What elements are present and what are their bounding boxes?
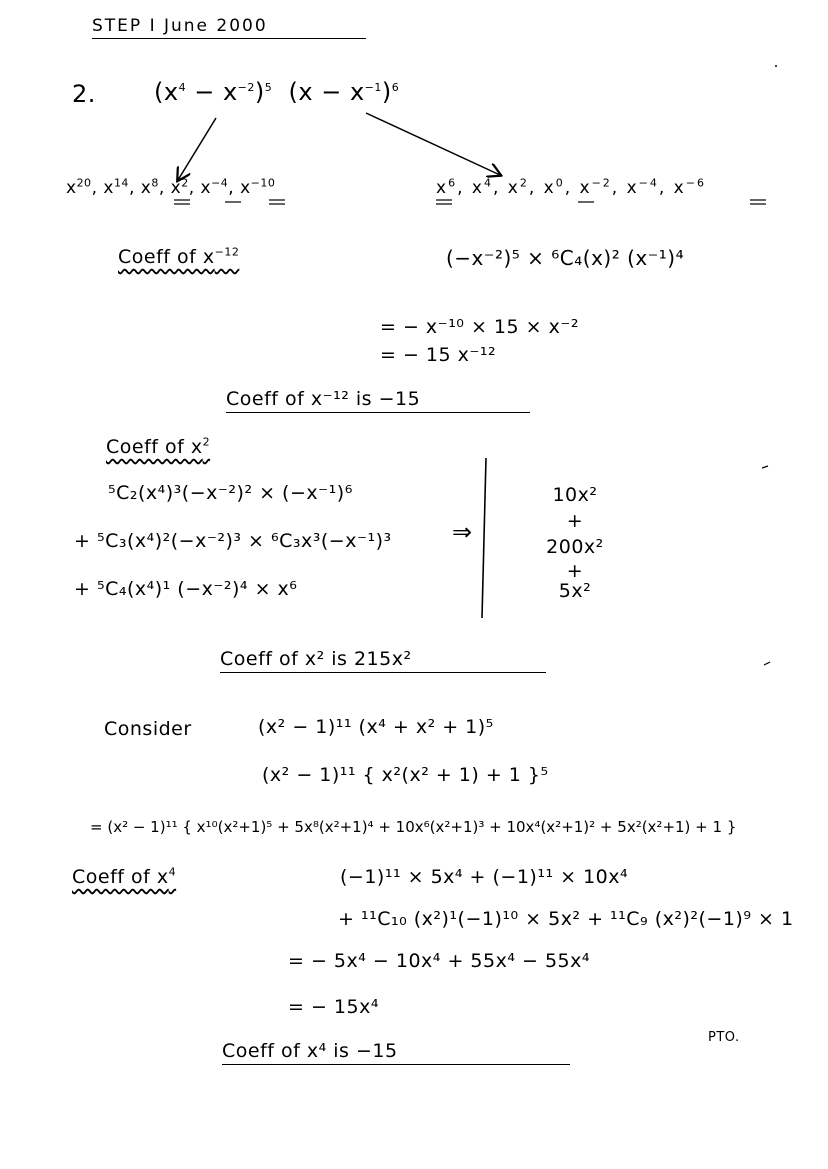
rhs-plus-1: + xyxy=(566,510,584,532)
rhs-5x2: 5x² xyxy=(558,580,592,602)
page-header: STEP I June 2000 xyxy=(92,16,366,39)
x4-work-3: = − 5x⁴ − 10x⁴ + 55x⁴ − 55x⁴ xyxy=(288,950,590,972)
result-x4: Coeff of x⁴ is −15 xyxy=(222,1040,570,1065)
result-x-minus-12: Coeff of x⁻¹² is −15 xyxy=(226,388,530,413)
x2-line3: + ⁵C₄(x⁴)¹ (−x⁻²)⁴ × x⁶ xyxy=(74,578,298,600)
result-x2: Coeff of x² is 215x² xyxy=(220,648,546,673)
question-number: 2. xyxy=(72,80,96,108)
rhs-plus-2: + xyxy=(566,560,584,582)
work-1-line2: = − x⁻¹⁰ × 15 × x⁻² xyxy=(380,316,579,338)
implies-arrow: ⇒ xyxy=(452,518,473,546)
consider-expr-3: = (x² − 1)¹¹ { x¹⁰(x²+1)⁵ + 5x⁸(x²+1)⁴ + 10x⁶(x²+1)³ + 10x⁴(x²+1)² + 5x²(x²+1) + 1 } xyxy=(90,818,737,836)
coeff-label-x4: Coeff of $x^4$ xyxy=(72,865,177,888)
consider-expr-1: (x² − 1)¹¹ (x⁴ + x² + 1)⁵ xyxy=(258,716,494,738)
x2-line2: + ⁵C₃(x⁴)²(−x⁻²)³ × ⁶C₃x³(−x⁻¹)³ xyxy=(74,530,392,552)
x4-work-4: = − 15x⁴ xyxy=(288,996,379,1018)
consider-label: Consider xyxy=(104,718,192,740)
vertical-divider xyxy=(482,458,486,618)
x4-work-2: + ¹¹C₁₀ (x²)¹(−1)¹⁰ × 5x² + ¹¹C₉ (x²)²(−1)⁹ × 1 xyxy=(338,908,794,930)
powers-list-left: $x^{20}$, $x^{14}$, $x^8$, $x^2$, $x^{-4}$, $x^{-10}$ xyxy=(66,176,276,198)
coeff-label-x2: Coeff of $x^2$ xyxy=(106,435,211,458)
arrow-left xyxy=(178,118,216,180)
work-1-line1: (−x⁻²)⁵ × ⁶C₄(x)² (x⁻¹)⁴ xyxy=(446,246,685,270)
pto-note: PTO. xyxy=(708,1030,740,1045)
rhs-200x2: 200x² xyxy=(546,536,604,558)
rhs-10x2: 10x² xyxy=(552,484,598,506)
consider-expr-2: (x² − 1)¹¹ { x²(x² + 1) + 1 }⁵ xyxy=(262,764,549,786)
powers-list-right: $x^6$, $x^4$, $x^2$, $x^0$, $x^{-2}$, $x^{-4}$, $x^{-6}$ xyxy=(436,176,706,198)
work-1-line3: = − 15 x⁻¹² xyxy=(380,344,497,366)
coeff-label-x-minus-12: Coeff of $x^{-12}$ xyxy=(118,245,240,268)
x2-line1: ⁵C₂(x⁴)³(−x⁻²)² × (−x⁻¹)⁶ xyxy=(108,482,353,504)
arrow-right xyxy=(366,113,500,175)
x4-work-1: (−1)¹¹ × 5x⁴ + (−1)¹¹ × 10x⁴ xyxy=(340,866,629,888)
main-expression: $(x^4 - x^{-2})^5$ $(x - x^{-1})^6$ xyxy=(154,78,400,106)
